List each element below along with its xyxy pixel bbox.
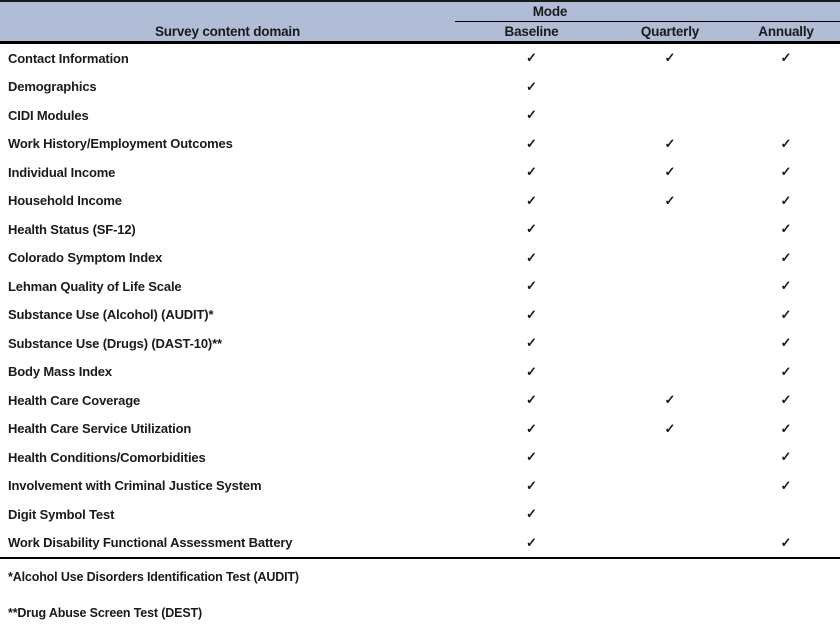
checkmark-cell-baseline: ✓ <box>526 50 537 66</box>
table-row <box>0 529 840 558</box>
checkmark-cell-quarterly: ✓ <box>664 50 676 66</box>
checkmark-cell-annually: ✓ <box>780 135 792 151</box>
checkmark-cell-baseline: ✓ <box>526 335 537 351</box>
row-label: Substance Use (Drugs) (DAST-10)** <box>8 335 222 351</box>
row-label: Colorado Symptom Index <box>8 250 163 266</box>
checkmark-cell-annually: ✓ <box>780 50 792 66</box>
table-body <box>0 44 840 559</box>
survey-content-domain-header: Survey content domain <box>154 24 301 39</box>
checkmark-cell-baseline: ✓ <box>526 449 537 465</box>
table-row <box>0 415 840 444</box>
checkmark-cell-annually: ✓ <box>780 392 792 408</box>
checkmark-cell-annually: ✓ <box>780 278 792 294</box>
row-label: Household Income <box>8 193 122 209</box>
row-label: Health Conditions/Comorbidities <box>8 449 206 465</box>
checkmark-cell-baseline: ✓ <box>526 534 537 550</box>
table-row <box>0 130 840 159</box>
row-label: CIDI Modules <box>8 107 89 123</box>
table-row <box>0 101 840 130</box>
table-row <box>0 386 840 415</box>
table-row <box>0 301 840 330</box>
checkmark-cell-quarterly: ✓ <box>664 192 676 208</box>
checkmark-cell-annually: ✓ <box>780 306 792 322</box>
table-row <box>0 443 840 472</box>
row-label: Body Mass Index <box>8 364 112 380</box>
table-header <box>0 2 840 44</box>
checkmark-cell-baseline: ✓ <box>526 164 537 180</box>
table-row <box>0 244 840 273</box>
mode-group-header: Mode <box>532 4 568 19</box>
checkmark-cell-annually: ✓ <box>780 221 792 237</box>
column-header-annually: Annually <box>758 24 814 39</box>
table-row <box>0 44 840 73</box>
checkmark-cell-baseline: ✓ <box>526 506 537 522</box>
checkmark-cell-annually: ✓ <box>780 192 792 208</box>
footnote-dest: **Drug Abuse Screen Test (DEST) <box>8 606 203 620</box>
table-row <box>0 158 840 187</box>
row-label: Work History/Employment Outcomes <box>8 136 233 152</box>
row-label: Health Status (SF-12) <box>8 221 136 237</box>
table-row <box>0 329 840 358</box>
row-label: Contact Information <box>8 50 129 66</box>
row-label: Digit Symbol Test <box>8 506 115 522</box>
row-label: Health Care Service Utilization <box>8 421 192 437</box>
checkmark-cell-annually: ✓ <box>780 477 792 493</box>
column-header-baseline: Baseline <box>504 24 559 39</box>
checkmark-cell-annually: ✓ <box>780 420 792 436</box>
checkmark-cell-baseline: ✓ <box>526 278 537 294</box>
row-label: Health Care Coverage <box>8 392 141 408</box>
checkmark-cell-baseline: ✓ <box>526 477 537 493</box>
row-label: Lehman Quality of Life Scale <box>8 278 182 294</box>
table-row <box>0 358 840 387</box>
checkmark-cell-quarterly: ✓ <box>664 164 676 180</box>
table-row <box>0 472 840 501</box>
table-row <box>0 272 840 301</box>
checkmark-cell-baseline: ✓ <box>526 78 537 94</box>
table-row <box>0 215 840 244</box>
column-header-row <box>0 22 840 41</box>
table-row <box>0 500 840 529</box>
row-label: Demographics <box>8 79 97 95</box>
column-header-quarterly: Quarterly <box>640 24 700 39</box>
row-label: Work Disability Functional Assessment Battery <box>8 535 293 551</box>
checkmark-cell-annually: ✓ <box>780 449 792 465</box>
checkmark-cell-baseline: ✓ <box>526 363 537 379</box>
checkmark-cell-baseline: ✓ <box>526 306 537 322</box>
checkmark-cell-quarterly: ✓ <box>664 135 676 151</box>
checkmark-cell-annually: ✓ <box>780 363 792 379</box>
checkmark-cell-baseline: ✓ <box>526 135 537 151</box>
table-row <box>0 73 840 102</box>
checkmark-cell-annually: ✓ <box>780 534 792 550</box>
checkmark-cell-baseline: ✓ <box>526 192 537 208</box>
footnote-audit: *Alcohol Use Disorders Identification Test (AUDIT) <box>8 570 299 584</box>
row-label: Involvement with Criminal Justice System <box>8 478 262 494</box>
row-label: Substance Use (Alcohol) (AUDIT)* <box>8 307 214 323</box>
checkmark-cell-quarterly: ✓ <box>664 420 676 436</box>
checkmark-cell-baseline: ✓ <box>526 420 537 436</box>
row-label: Individual Income <box>8 164 116 180</box>
checkmark-cell-annually: ✓ <box>780 164 792 180</box>
checkmark-cell-baseline: ✓ <box>526 107 537 123</box>
checkmark-cell-annually: ✓ <box>780 335 792 351</box>
checkmark-cell-annually: ✓ <box>780 249 792 265</box>
checkmark-cell-quarterly: ✓ <box>664 392 676 408</box>
checkmark-cell-baseline: ✓ <box>526 221 537 237</box>
checkmark-cell-baseline: ✓ <box>526 392 537 408</box>
checkmark-cell-baseline: ✓ <box>526 249 537 265</box>
table-row <box>0 187 840 216</box>
